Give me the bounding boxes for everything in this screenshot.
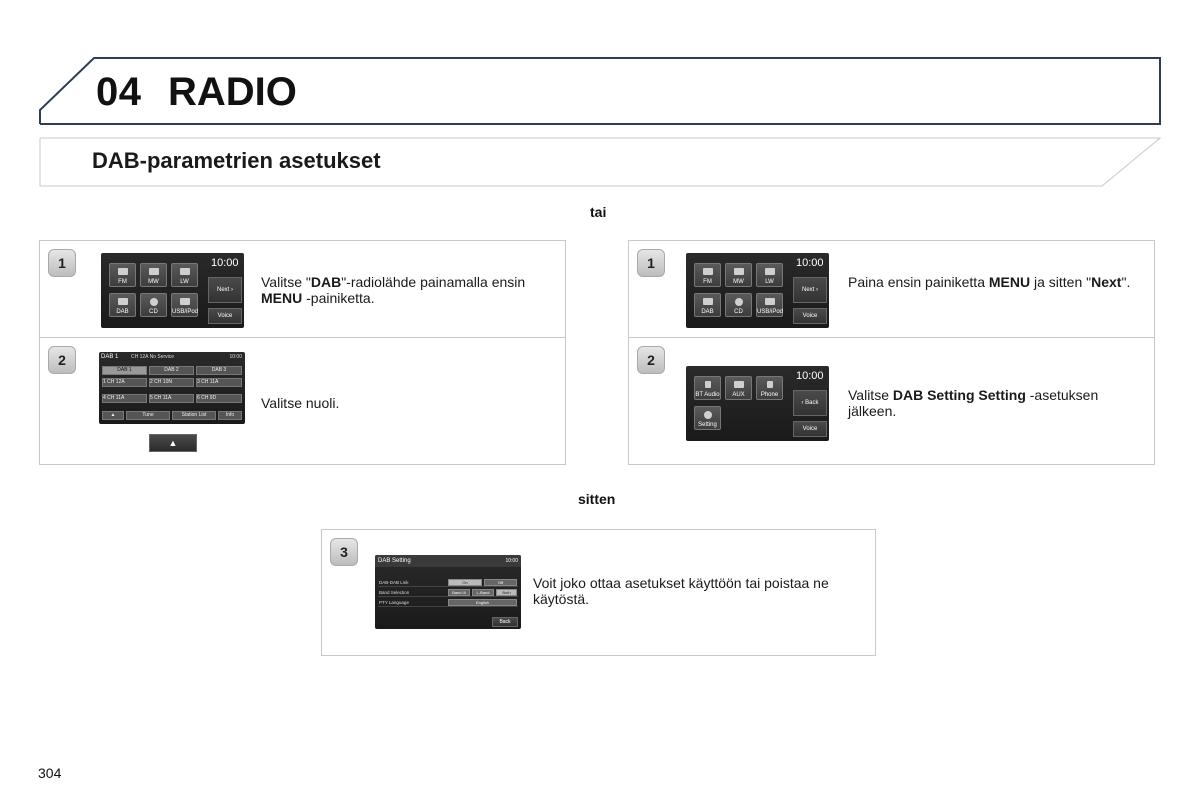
chapter-title: RADIO — [168, 70, 297, 114]
clock: 10:00 — [211, 257, 239, 269]
right-step1-row — [629, 241, 1154, 338]
preset-4: 4 CH 11A — [102, 394, 147, 403]
menu-screen — [686, 253, 829, 328]
step1-instruction: Paina ensin painiketta MENU ja sitten "Next". — [848, 274, 1131, 290]
step2-instruction: Valitse nuoli. — [261, 395, 340, 411]
tab-dab2: DAB 2 — [149, 366, 194, 375]
step-badge: 1 — [637, 249, 665, 277]
next-button: Next › — [208, 277, 242, 303]
tile-fm: FM — [694, 263, 721, 287]
preset-1: 1 CH 12A — [102, 378, 147, 387]
scroll-up-button: ▲ — [102, 411, 124, 420]
tile-mw: MW — [140, 263, 167, 287]
left-instruction-panel — [39, 240, 566, 465]
tile-mw: MW — [725, 263, 752, 287]
tile-cd: CD — [140, 293, 167, 317]
menu-screen — [101, 253, 244, 328]
tile-setting: Setting — [694, 406, 721, 430]
step-badge: 2 — [637, 346, 665, 374]
tile-usb-ipod: USB/iPod — [756, 293, 783, 317]
voice-button: Voice — [793, 421, 827, 437]
tile-aux: AUX — [725, 376, 752, 400]
step1-instruction: Valitse "DAB"-radiolähde painamalla ensin MENU -painiketta. — [261, 274, 526, 306]
left-step2-row — [40, 338, 565, 466]
step-badge: 1 — [48, 249, 76, 277]
section-title: DAB-parametrien asetukset — [92, 148, 381, 173]
tile-usb-ipod: USB/iPod — [171, 293, 198, 317]
clock: 10:00 — [796, 257, 824, 269]
tab-dab3: DAB 3 — [196, 366, 242, 375]
page-number: 304 — [38, 765, 62, 781]
preset-3: 3 CH 11A — [196, 378, 242, 387]
tab-dab1: DAB 1 — [102, 366, 147, 375]
step-badge: 3 — [330, 538, 358, 566]
setting-row-band: Band Selection Band III L-Band Both — [378, 588, 518, 597]
dab-preset-screen — [99, 352, 245, 424]
setting-row-dab-link: DAB-DAB Link On Off — [378, 578, 518, 587]
tile-fm: FM — [109, 263, 136, 287]
chapter-number: 04 — [96, 70, 142, 114]
voice-button: Voice — [793, 308, 827, 324]
setting-row-pty-language: PTY Language English — [378, 598, 518, 607]
step-badge: 2 — [48, 346, 76, 374]
tile-dab: DAB — [109, 293, 136, 317]
dab-setting-header: DAB Setting 10:00 — [375, 555, 521, 567]
tile-dab: DAB — [694, 293, 721, 317]
tile-phone: Phone — [756, 376, 783, 400]
back-button: Back — [492, 617, 518, 627]
connector-then: sitten — [578, 491, 616, 507]
voice-button: Voice — [208, 308, 242, 324]
up-arrow-button: ▲ — [149, 434, 197, 452]
preset-2: 2 CH 10N — [149, 378, 194, 387]
tile-lw: LW — [756, 263, 783, 287]
preset-6: 6 CH 9D — [196, 394, 242, 403]
preset-5: 5 CH 11A — [149, 394, 194, 403]
tile-lw: LW — [171, 263, 198, 287]
back-button: ‹ Back — [793, 390, 827, 416]
info-button: Info — [218, 411, 242, 420]
next-button: Next › — [793, 277, 827, 303]
right-step2-row — [629, 338, 1154, 466]
bottom-instruction-panel — [321, 529, 876, 656]
dab-header: DAB 1 CH 12A No Service 10:00 — [101, 354, 242, 360]
tune-button: Tune — [126, 411, 170, 420]
right-instruction-panel — [628, 240, 1155, 465]
step2-instruction: Valitse DAB Setting Setting -asetuksen jälkeen. — [848, 387, 1099, 419]
tile-cd: CD — [725, 293, 752, 317]
source-menu-screen — [686, 366, 829, 441]
clock: 10:00 — [796, 370, 824, 382]
step3-instruction: Voit joko ottaa asetukset käyttöön tai poistaa ne käytöstä. — [533, 575, 829, 607]
dab-setting-screen — [375, 555, 521, 629]
station-list-button: Station List — [172, 411, 216, 420]
left-step1-row — [40, 241, 565, 338]
tile-bt-audio: BT Audio — [694, 376, 721, 400]
connector-or: tai — [590, 204, 607, 220]
